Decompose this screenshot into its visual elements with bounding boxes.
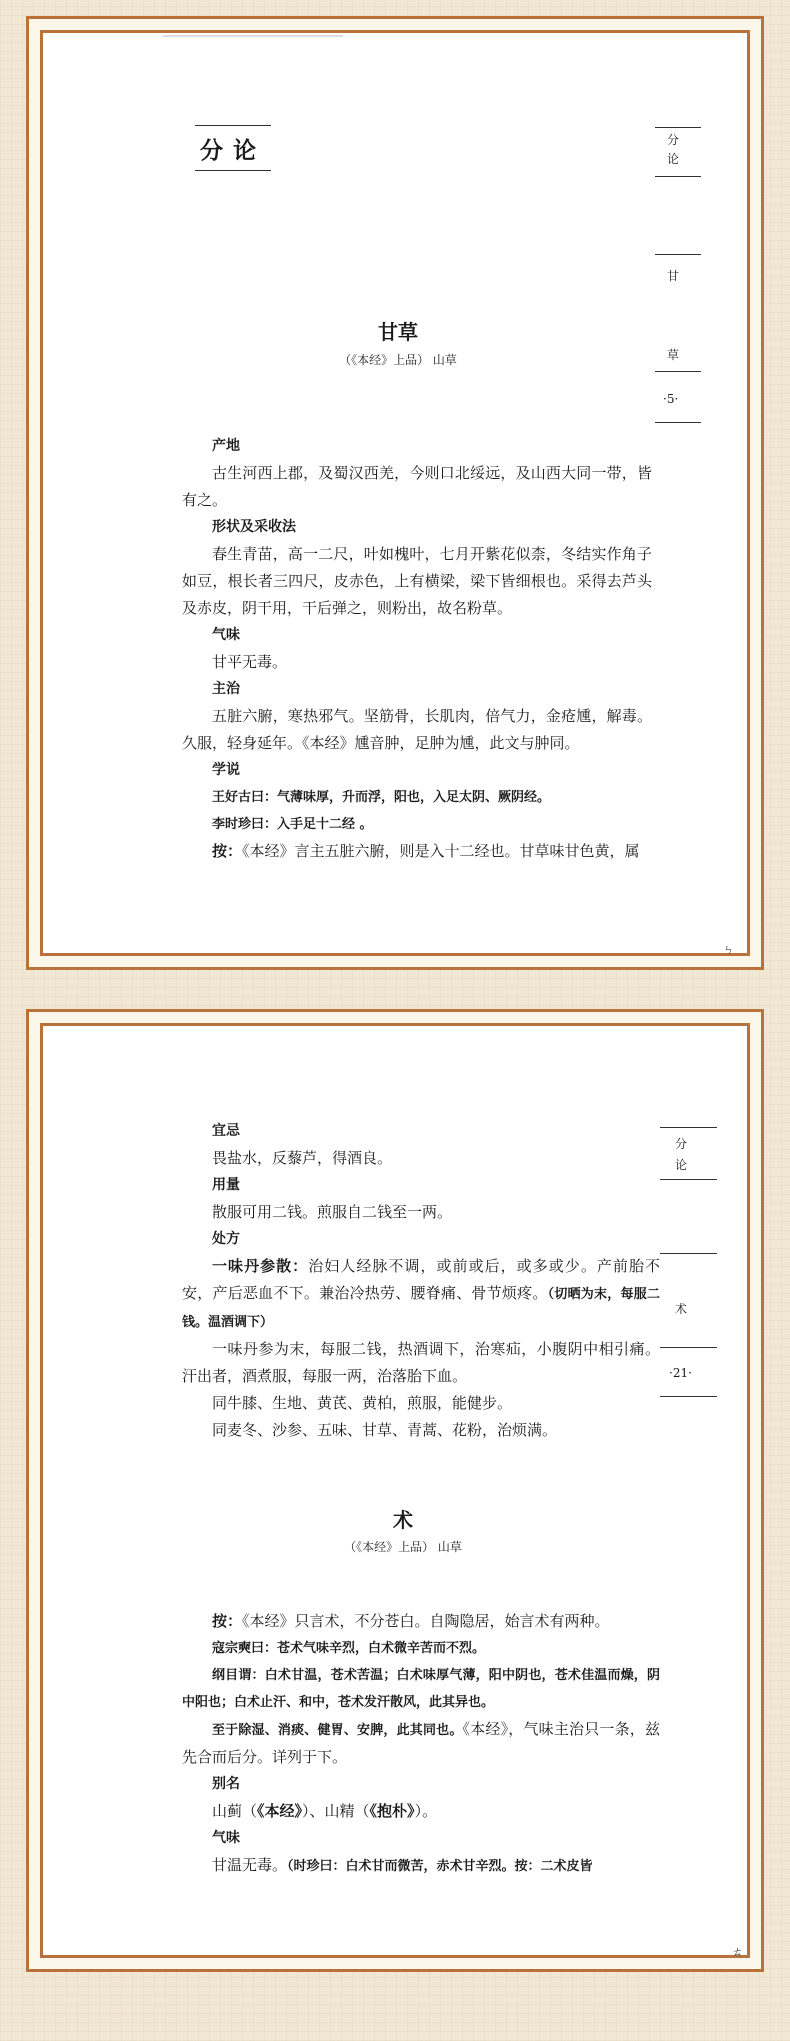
herb-subtitle: （《本经》上品） 山草 xyxy=(344,1540,462,1554)
quoted-note: 李时珍曰：入手足十二经 。 xyxy=(212,817,373,832)
page-number: ·21· xyxy=(669,1366,692,1380)
paragraph xyxy=(182,1716,660,1771)
book-page-2 xyxy=(26,1009,764,1972)
paragraph-body: 《本经》言主五脏六腑，则是入十二经也。甘草味甘色黄，属 xyxy=(242,842,640,860)
side-tab-rule xyxy=(655,127,701,128)
paragraph xyxy=(182,1608,660,1635)
paragraph: 一味丹参为末，每服二钱，热酒调下，治寒疝，小腹阴中相引痛。汗出者，酒煮服，每服一两，治落胎下血。 xyxy=(182,1340,660,1385)
subsection-heading: 气味 xyxy=(212,627,240,643)
body-text-bottom xyxy=(182,1608,660,1880)
name-part: 山蓟（ xyxy=(212,1802,258,1820)
side-tab-rule xyxy=(660,1127,717,1128)
body-text-top xyxy=(182,1118,660,1444)
side-tab-rule xyxy=(660,1347,717,1348)
paragraph-body: 《本经》只言术，不分苍白。自陶隐居，始言术有两种。 xyxy=(242,1612,610,1630)
paragraph: 同牛膝、生地、黄芪、黄柏，煎服，能健步。 xyxy=(212,1394,513,1412)
side-tab-rule xyxy=(655,422,701,423)
paragraph: 春生青苗，高一二尺，叶如槐叶，七月开紫花似柰，冬结实作角子如豆，根长者三四尺，皮赤色，上有横梁，梁下皆细根也。采得去芦头及赤皮，阴干用，干后弹之，则粉出，故名粉草。 xyxy=(182,545,652,617)
subsection-heading: 处方 xyxy=(212,1231,240,1247)
name-part: ）。 xyxy=(414,1802,438,1820)
paragraph: 散服可用二钱。煎服自二钱至一两。 xyxy=(212,1203,453,1221)
name-part: 《抱朴》 xyxy=(369,1802,415,1820)
subsection-heading: 学说 xyxy=(212,762,240,778)
paragraph: 同麦冬、沙参、五味、甘草、青蒿、花粉，治烦满。 xyxy=(212,1421,558,1439)
body-text xyxy=(182,433,652,865)
corner-mark: ㄊ xyxy=(732,1945,743,1958)
paragraph-body: 甘温无毒。 xyxy=(212,1856,288,1874)
subsection-heading: 气味 xyxy=(212,1830,240,1846)
paragraph xyxy=(182,1253,660,1336)
paragraph: 古生河西上郡，及蜀汉西羌，今则口北绥远，及山西大同一带，皆有之。 xyxy=(182,464,652,509)
paragraph-lead: 一味丹参散： xyxy=(212,1257,309,1275)
quoted-note: 纲目谓：白术甘温，苍术苦温；白术味厚气薄，阳中阴也，苍术佳温而燥，阴中阳也；白术止汗、和中，苍术发汗散风，此其异也。 xyxy=(182,1668,660,1710)
paragraph-body: 治妇人经脉不调，或前或后，或多或少。产前胎不安，产后恶血不下。兼治冷热劳、腰脊痛、骨节烦疼。 xyxy=(182,1257,660,1302)
paragraph xyxy=(182,1852,660,1880)
side-tab-herb-char: 术 xyxy=(675,1302,688,1316)
paragraph: 甘平无毒。 xyxy=(212,653,288,671)
paragraph xyxy=(182,1798,660,1825)
side-tab-rule xyxy=(655,176,701,177)
herb-title: 甘草 xyxy=(378,320,418,344)
quoted-note: 寇宗奭曰：苍术气味辛烈，白术微辛苦而不烈。 xyxy=(212,1641,486,1656)
side-tab-rule xyxy=(660,1179,717,1180)
paragraph: 五脏六腑，寒热邪气。坚筋骨，长肌肉，倍气力，金疮尰，解毒。久服，轻身延年。《本经》尰音肿，足肿为尰，此文与肿同。 xyxy=(182,707,652,752)
side-tab-rule xyxy=(655,371,701,372)
paragraph-body: 《本经》，气味主治只一条，兹先合而后分。详列于下。 xyxy=(182,1720,660,1766)
book-page-1 xyxy=(26,16,764,970)
paragraph-lead: 按： xyxy=(212,1612,243,1630)
side-tab-rule xyxy=(660,1396,717,1397)
page-number: ·5· xyxy=(663,392,679,406)
subsection-heading: 宜忌 xyxy=(212,1123,240,1139)
paragraph-note: （时珍曰：白术甘而微苦，赤术甘辛烈。按：二术皮皆 xyxy=(287,1859,593,1874)
bleed-through-line xyxy=(163,35,343,37)
herb-title: 术 xyxy=(393,1508,413,1532)
subsection-heading: 主治 xyxy=(212,681,240,697)
name-part: 《本经》 xyxy=(257,1802,303,1820)
paragraph xyxy=(182,838,652,865)
side-tab-section-char: 分 xyxy=(675,1137,688,1151)
corner-mark: ㄣ xyxy=(723,943,734,956)
side-tab-herb-char: 草 xyxy=(667,348,680,362)
page-1-paper xyxy=(40,30,750,956)
paragraph-note: 至于除湿、消痰、健胃、安脾，此其同也。 xyxy=(212,1723,463,1738)
paragraph-lead: 按： xyxy=(212,842,243,860)
side-tab-section-char: 论 xyxy=(675,1158,688,1172)
subsection-heading: 形状及采收法 xyxy=(212,519,296,535)
section-title: 分论 xyxy=(195,125,271,171)
subsection-heading: 别名 xyxy=(212,1776,240,1792)
paragraph-note: （切晒为末，每服二钱。温酒调下） xyxy=(182,1287,660,1330)
quoted-note: 王好古曰：气薄味厚，升而浮，阳也，入足太阴、厥阴经。 xyxy=(212,790,551,805)
side-tab-rule xyxy=(655,254,701,255)
subsection-heading: 产地 xyxy=(212,438,240,454)
page-2-paper xyxy=(40,1023,750,1958)
side-tab-rule xyxy=(660,1253,717,1254)
subsection-heading: 用量 xyxy=(212,1177,240,1193)
paragraph: 畏盐水，反藜芦，得酒良。 xyxy=(212,1149,393,1167)
side-tab-herb-char: 甘 xyxy=(667,269,680,283)
side-tab-section-char: 论 xyxy=(667,152,680,166)
herb-subtitle: （《本经》上品） 山草 xyxy=(339,353,457,367)
name-part: ）、山精（ xyxy=(302,1802,370,1820)
side-tab-section-char: 分 xyxy=(667,133,680,147)
